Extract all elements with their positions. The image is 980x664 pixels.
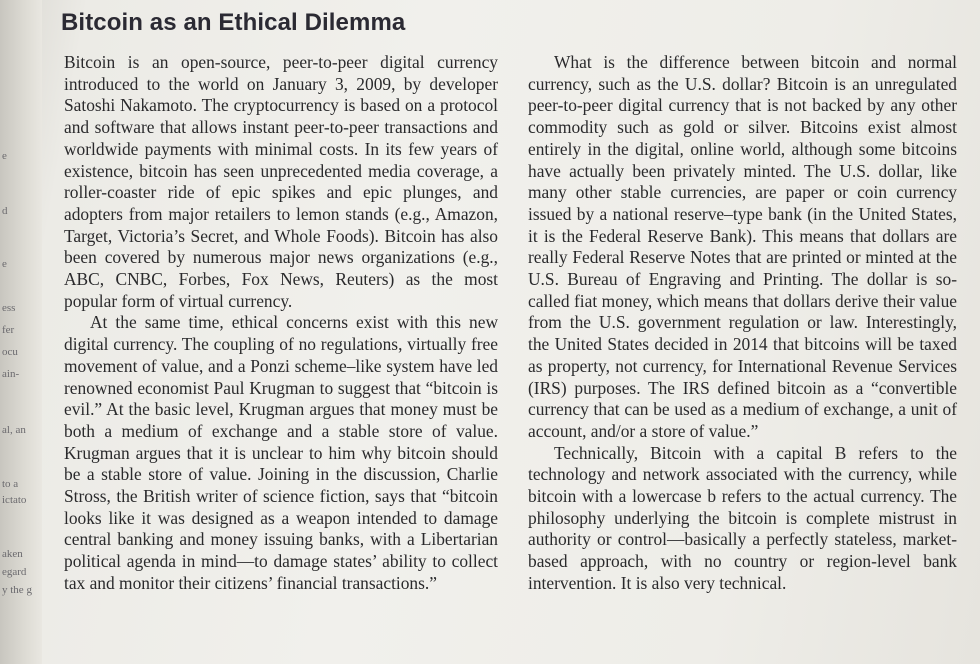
margin-fragment: aken (2, 548, 23, 560)
margin-fragment: ocu (2, 346, 18, 358)
margin-fragment: y the g (2, 584, 32, 596)
left-paragraph-1: Bitcoin is an open-source, peer-to-peer digital currency introduced to the world on January 3, 2009, by developer Satoshi Nakamoto. The cryptocurrency is based on a protocol and software that allows instant peer-to-peer transactions and worldwide payments with minimal costs. In its few years of existence, bitcoin has seen unprecedented media coverage, a roller-coaster ride of epic spikes and epic plunges, and adopters from major retailers to lemon stands (e.g., Amazon, Target, Victoria’s Secret, and Whole Foods). Bitcoin has also been covered by numerous major news organizations (e.g., ABC, CNBC, Forbes, Fox News, Reuters) as the most popular form of virtual currency. (64, 52, 498, 311)
right-column (528, 52, 957, 595)
margin-fragment: egard (2, 566, 27, 578)
section-title: Bitcoin as an Ethical Dilemma (61, 9, 406, 36)
margin-fragment: e (2, 258, 7, 270)
margin-fragment: ain- (2, 368, 20, 380)
margin-fragment: ess (2, 302, 16, 314)
margin-fragment: ictato (2, 494, 27, 506)
previous-page-edge (0, 0, 42, 664)
right-paragraph-2: Technically, Bitcoin with a capital B refers to the technology and network associated with the currency, while bitcoin with a lowercase b refers to the actual currency. The philosophy underlying the bitcoin is complete mistrust in authority or control—basically a perfectly stateless, market-based approach, with no country or region-level bank intervention. It is also very technical. (528, 442, 957, 593)
margin-fragment: fer (2, 324, 15, 336)
margin-fragment: e (2, 150, 7, 162)
margin-fragment: d (2, 205, 8, 217)
left-column (64, 52, 498, 595)
margin-fragment: to a (2, 478, 19, 490)
left-paragraph-2: At the same time, ethical concerns exist with this new digital currency. The coupling of no regulations, virtually free movement of value, and a Ponzi scheme–like system have led renowned economist Paul Krugman to suggest that “bitcoin is evil.” At the basic level, Krugman argues that money must be both a medium of exchange and a stable store of value. Krugman argues that it is unclear to him why bitcoin should be a stable store of value. Joining in the discussion, Charlie Stross, the British writer of science fiction, says that “bitcoin looks like it was designed as a weapon intended to damage central banking and money issuing banks, with a Libertarian political agenda in mind—to damage states’ ability to collect tax and monitor their citizens’ financial transactions.” (64, 312, 498, 593)
margin-fragment: al, an (2, 424, 26, 436)
right-paragraph-1: What is the difference between bitcoin and normal currency, such as the U.S. dollar? Bitcoin is an unregulated peer-to-peer digital currency that is not backed by any other commodity such as gold or silver. Bitcoins exist almost entirely in the digital, online world, although some bitcoins have actually been privately minted. The U.S. dollar, like many other stable currencies, are paper or coin currency issued by a national reserve–type bank (in the United States, it is the Federal Reserve Bank). This means that dollars are really Federal Reserve Notes that are printed or minted at the U.S. Bureau of Engraving and Printing. The dollar is so-called fiat money, which means that dollars derive their value from the U.S. government regulation or law. Interestingly, the United States decided in 2014 that bitcoins will be taxed as property, not currency, for International Revenue Services (IRS) purposes. The IRS defined bitcoin as a “convertible currency that can be used as a medium of exchange, a unit of account, and/or a store of value.” (528, 52, 957, 441)
